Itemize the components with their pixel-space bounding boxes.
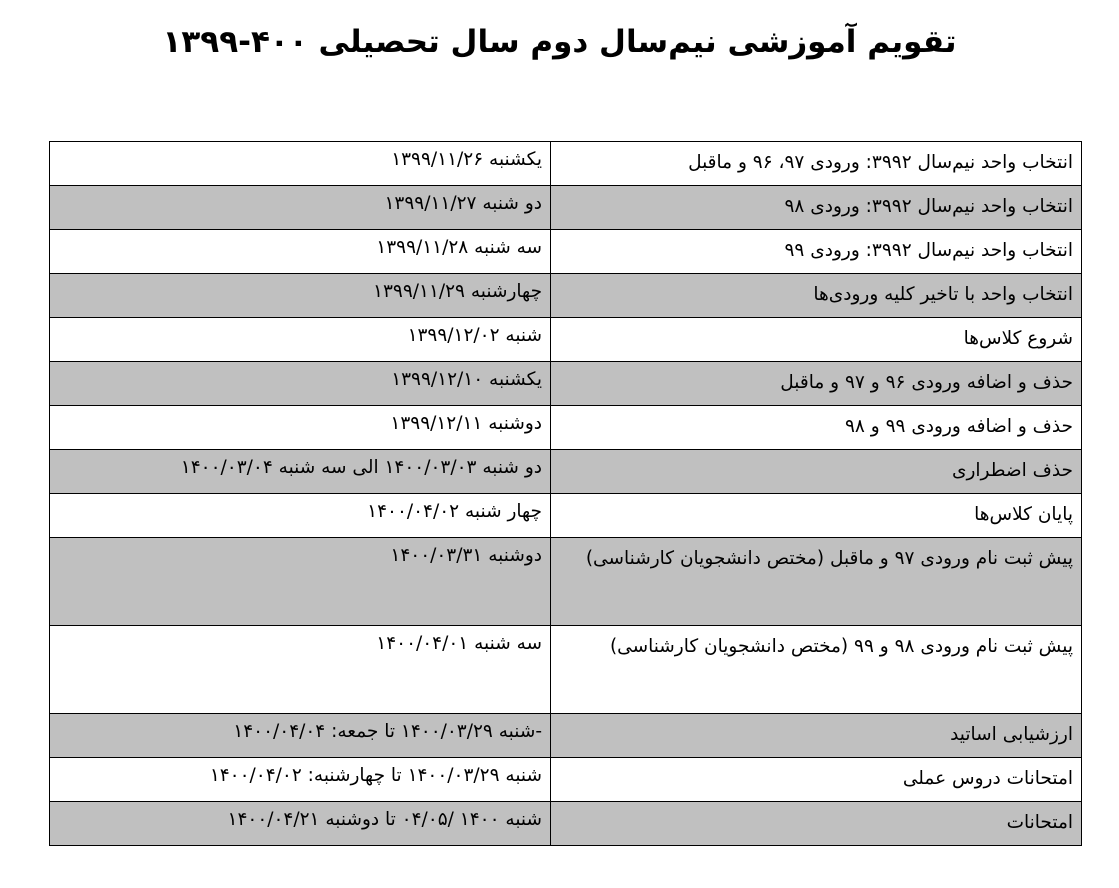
table-row <box>50 758 1082 802</box>
date-cell: یکشنبه ۱۳۹۹/۱۱/۲۶ <box>50 142 551 186</box>
date-cell: دو شنبه ۱۳۹۹/۱۱/۲۷ <box>50 186 551 230</box>
date-cell: یکشنبه ۱۳۹۹/۱۲/۱۰ <box>50 362 551 406</box>
table-row <box>50 494 1082 538</box>
date-cell: چهار شنبه ۱۴۰۰/۰۴/۰۲ <box>50 494 551 538</box>
event-cell: حذف اضطراری <box>551 450 1082 494</box>
date-cell: دوشنبه ۱۳۹۹/۱۲/۱۱ <box>50 406 551 450</box>
date-cell: دو شنبه ۱۴۰۰/۰۳/۰۳ الی سه شنبه ۱۴۰۰/۰۳/۰۴ <box>50 450 551 494</box>
table-row <box>50 714 1082 758</box>
date-cell: دوشنبه ۱۴۰۰/۰۳/۳۱ <box>50 538 551 626</box>
event-cell: حذف و اضافه ورودی ۹۶ و ۹۷ و ماقبل <box>551 362 1082 406</box>
date-cell: سه شنبه ۱۴۰۰/۰۴/۰۱ <box>50 626 551 714</box>
date-cell: شنبه ۱۴۰۰ /۰۴/۰۵ تا دوشنبه ۱۴۰۰/۰۴/۲۱ <box>50 802 551 846</box>
event-cell: ارزشیابی اساتید <box>551 714 1082 758</box>
event-cell: امتحانات دروس عملی <box>551 758 1082 802</box>
table-row <box>50 186 1082 230</box>
document-title: تقویم آموزشی نیم‌سال دوم سال تحصیلی ۴۰۰-۱۳۹۹ <box>162 24 957 60</box>
table-row <box>50 274 1082 318</box>
event-cell: حذف و اضافه ورودی ۹۹ و ۹۸ <box>551 406 1082 450</box>
table-row <box>50 406 1082 450</box>
table-row <box>50 450 1082 494</box>
academic-calendar-body <box>50 142 1082 846</box>
event-cell: انتخاب واحد با تاخیر کلیه ورودی‌ها <box>551 274 1082 318</box>
event-cell: انتخاب واحد نیم‌سال ۳۹۹۲: ورودی ۹۷، ۹۶ و ماقبل <box>551 142 1082 186</box>
table-row <box>50 142 1082 186</box>
event-cell: انتخاب واحد نیم‌سال ۳۹۹۲: ورودی ۹۸ <box>551 186 1082 230</box>
table-row <box>50 318 1082 362</box>
table-row <box>50 230 1082 274</box>
date-cell: سه شنبه ۱۳۹۹/۱۱/۲۸ <box>50 230 551 274</box>
date-cell: چهارشنبه ۱۳۹۹/۱۱/۲۹ <box>50 274 551 318</box>
event-cell: پیش ثبت نام ورودی ۹۸ و ۹۹ (مختص دانشجویان کارشناسی) <box>551 626 1082 714</box>
table-row <box>50 802 1082 846</box>
event-cell: پایان کلاس‌ها <box>551 494 1082 538</box>
table-row <box>50 538 1082 626</box>
date-cell: شنبه ۱۴۰۰/۰۳/۲۹ تا چهارشنبه: ۱۴۰۰/۰۴/۰۲ <box>50 758 551 802</box>
academic-calendar-table <box>49 141 1082 846</box>
event-cell: شروع کلاس‌ها <box>551 318 1082 362</box>
table-row <box>50 362 1082 406</box>
event-cell: امتحانات <box>551 802 1082 846</box>
date-cell: شنبه ۱۳۹۹/۱۲/۰۲ <box>50 318 551 362</box>
date-cell: -شنبه ۱۴۰۰/۰۳/۲۹ تا جمعه: ۱۴۰۰/۰۴/۰۴ <box>50 714 551 758</box>
event-cell: انتخاب واحد نیم‌سال ۳۹۹۲: ورودی ۹۹ <box>551 230 1082 274</box>
event-cell: پیش ثبت نام ورودی ۹۷ و ماقبل (مختص دانشجویان کارشناسی) <box>551 538 1082 626</box>
table-row <box>50 626 1082 714</box>
